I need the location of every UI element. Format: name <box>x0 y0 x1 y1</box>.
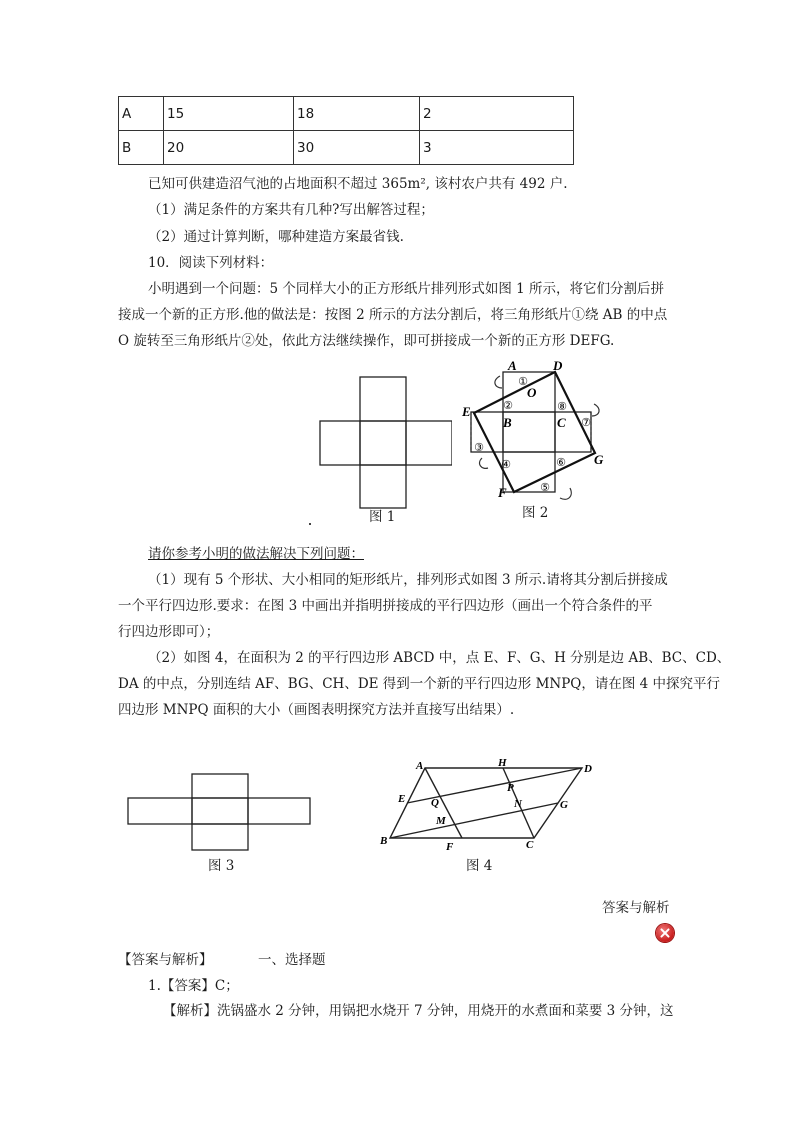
point-label: C <box>526 839 534 851</box>
point-label: H <box>498 757 507 769</box>
answer-tag: 【答案】 <box>160 978 215 994</box>
point-label: M <box>436 815 446 827</box>
parallelogram-abcd <box>390 768 582 838</box>
figure-2 <box>460 358 610 520</box>
table-cell: 20 <box>164 131 294 165</box>
analysis-1 <box>163 1002 674 1020</box>
problem-text: 已知可供建造沼气池的占地面积不超过 365m², 该村农户共有 492 户. <box>148 176 568 192</box>
task-1-line-1: （1）现有 5 个形状、大小相同的矩形纸片，排列形式如图 3 所示.请将其分割后拼接成 <box>148 572 668 588</box>
table-cell: A <box>119 97 164 131</box>
point-label: A <box>508 358 517 373</box>
point-label: N <box>514 798 522 810</box>
point-label: B <box>380 835 388 847</box>
piece-3-label: ③ <box>474 442 484 454</box>
analysis-tag: 【解析】 <box>163 1003 217 1019</box>
figure-1 <box>312 366 452 528</box>
question-2: （2）通过计算判断，哪种建造方案最省钱. <box>148 229 404 245</box>
rotate-arrow-icon <box>592 404 599 416</box>
piece-4-label: ④ <box>501 459 511 471</box>
point-label: A <box>416 760 424 772</box>
rotate-arrow-icon <box>495 376 502 388</box>
question-1: （1）满足条件的方案共有几种?写出解答过程； <box>148 202 434 218</box>
table-cell: 2 <box>420 97 574 131</box>
point-label: F <box>498 485 507 500</box>
task-2-line-1: （2）如图 4，在面积为 2 的平行四边形 ABCD 中，点 E、F、G、H 分别是边 AB、BC、CD、 <box>148 650 731 666</box>
point-label: C <box>557 415 566 430</box>
task-2-line-2: DA 的中点，分别连结 AF、BG、CH、DE 得到一个新的平行四边形 MNPQ，请在图 4 中探究平行 <box>118 676 721 692</box>
figure-4 <box>376 754 606 854</box>
table-cell: 15 <box>164 97 294 131</box>
options-table <box>118 96 574 165</box>
point-label: O <box>527 385 537 400</box>
point-label: G <box>594 452 604 467</box>
fig3-caption: 图 3 <box>208 858 235 874</box>
point-label: F <box>446 841 454 853</box>
point-label: B <box>503 415 512 430</box>
material-line-2: 接成一个新的正方形.他的做法是：按图 2 所示的方法分割后，将三角形纸片①绕 AB 的中点 <box>118 307 668 323</box>
point-label: D <box>584 763 592 775</box>
reference-instruction: 请你参考小明的做法解决下列问题： <box>148 546 364 562</box>
point-label: P <box>507 782 514 794</box>
figure-3 <box>124 772 314 854</box>
piece-8-label: ⑧ <box>557 401 567 413</box>
analysis-text: 洗锅盛水 2 分钟，用锅把水烧开 7 分钟，用烧开的水煮面和菜要 3 分钟，这 <box>217 1003 674 1019</box>
point-label: G <box>560 799 568 811</box>
piece-7-label: ⑦ <box>581 417 591 429</box>
table-cell: 18 <box>294 97 420 131</box>
answer-value: C； <box>214 978 239 994</box>
rotate-arrow-icon <box>480 458 488 468</box>
fig1-caption: 图 1 <box>369 509 396 525</box>
piece-5-label: ⑤ <box>540 482 550 494</box>
point-label: E <box>462 404 471 419</box>
answer-number: 1. <box>148 978 161 994</box>
piece-6-label: ⑥ <box>556 457 566 469</box>
fig4-caption: 图 4 <box>466 858 493 874</box>
point-label: E <box>398 793 406 805</box>
table-row <box>119 131 574 165</box>
task-1-line-2: 一个平行四边形.要求：在图 3 中画出并指明拼接成的平行四边形（画出一个符合条件的平 <box>118 598 653 614</box>
piece-1-label: ① <box>518 376 528 388</box>
table-cell: 30 <box>294 131 420 165</box>
table-cell: B <box>119 131 164 165</box>
problem-10-heading: 10．阅读下列材料： <box>148 255 274 271</box>
point-label: D <box>553 358 563 373</box>
answer-header: 【答案与解析】 <box>118 952 213 968</box>
piece-2-label: ② <box>503 400 513 412</box>
fig2-caption: 图 2 <box>522 505 549 521</box>
task-2-line-3: 四边形 MNPQ 面积的大小（画图表明探究方法并直接写出结果）. <box>118 702 515 718</box>
rotate-arrow-icon <box>560 488 571 499</box>
material-line-1: 小明遇到一个问题：5 个同样大小的正方形纸片排列形式如图 1 所示，将它们分割后拼 <box>148 281 665 297</box>
stray-dot <box>309 523 311 525</box>
answer-toggle-link[interactable]: 答案与解析 <box>602 900 670 916</box>
close-icon[interactable] <box>656 924 674 942</box>
material-line-3: O 旋转至三角形纸片②处，依此方法继续操作，即可拼接成一个新的正方形 DEFG. <box>118 333 615 349</box>
answer-section-title: 一、选择题 <box>258 952 326 968</box>
table-row <box>119 97 574 131</box>
table-cell: 3 <box>420 131 574 165</box>
task-1-line-3: 行四边形即可）； <box>118 624 220 640</box>
answer-1 <box>148 977 239 995</box>
point-label: Q <box>431 797 439 809</box>
